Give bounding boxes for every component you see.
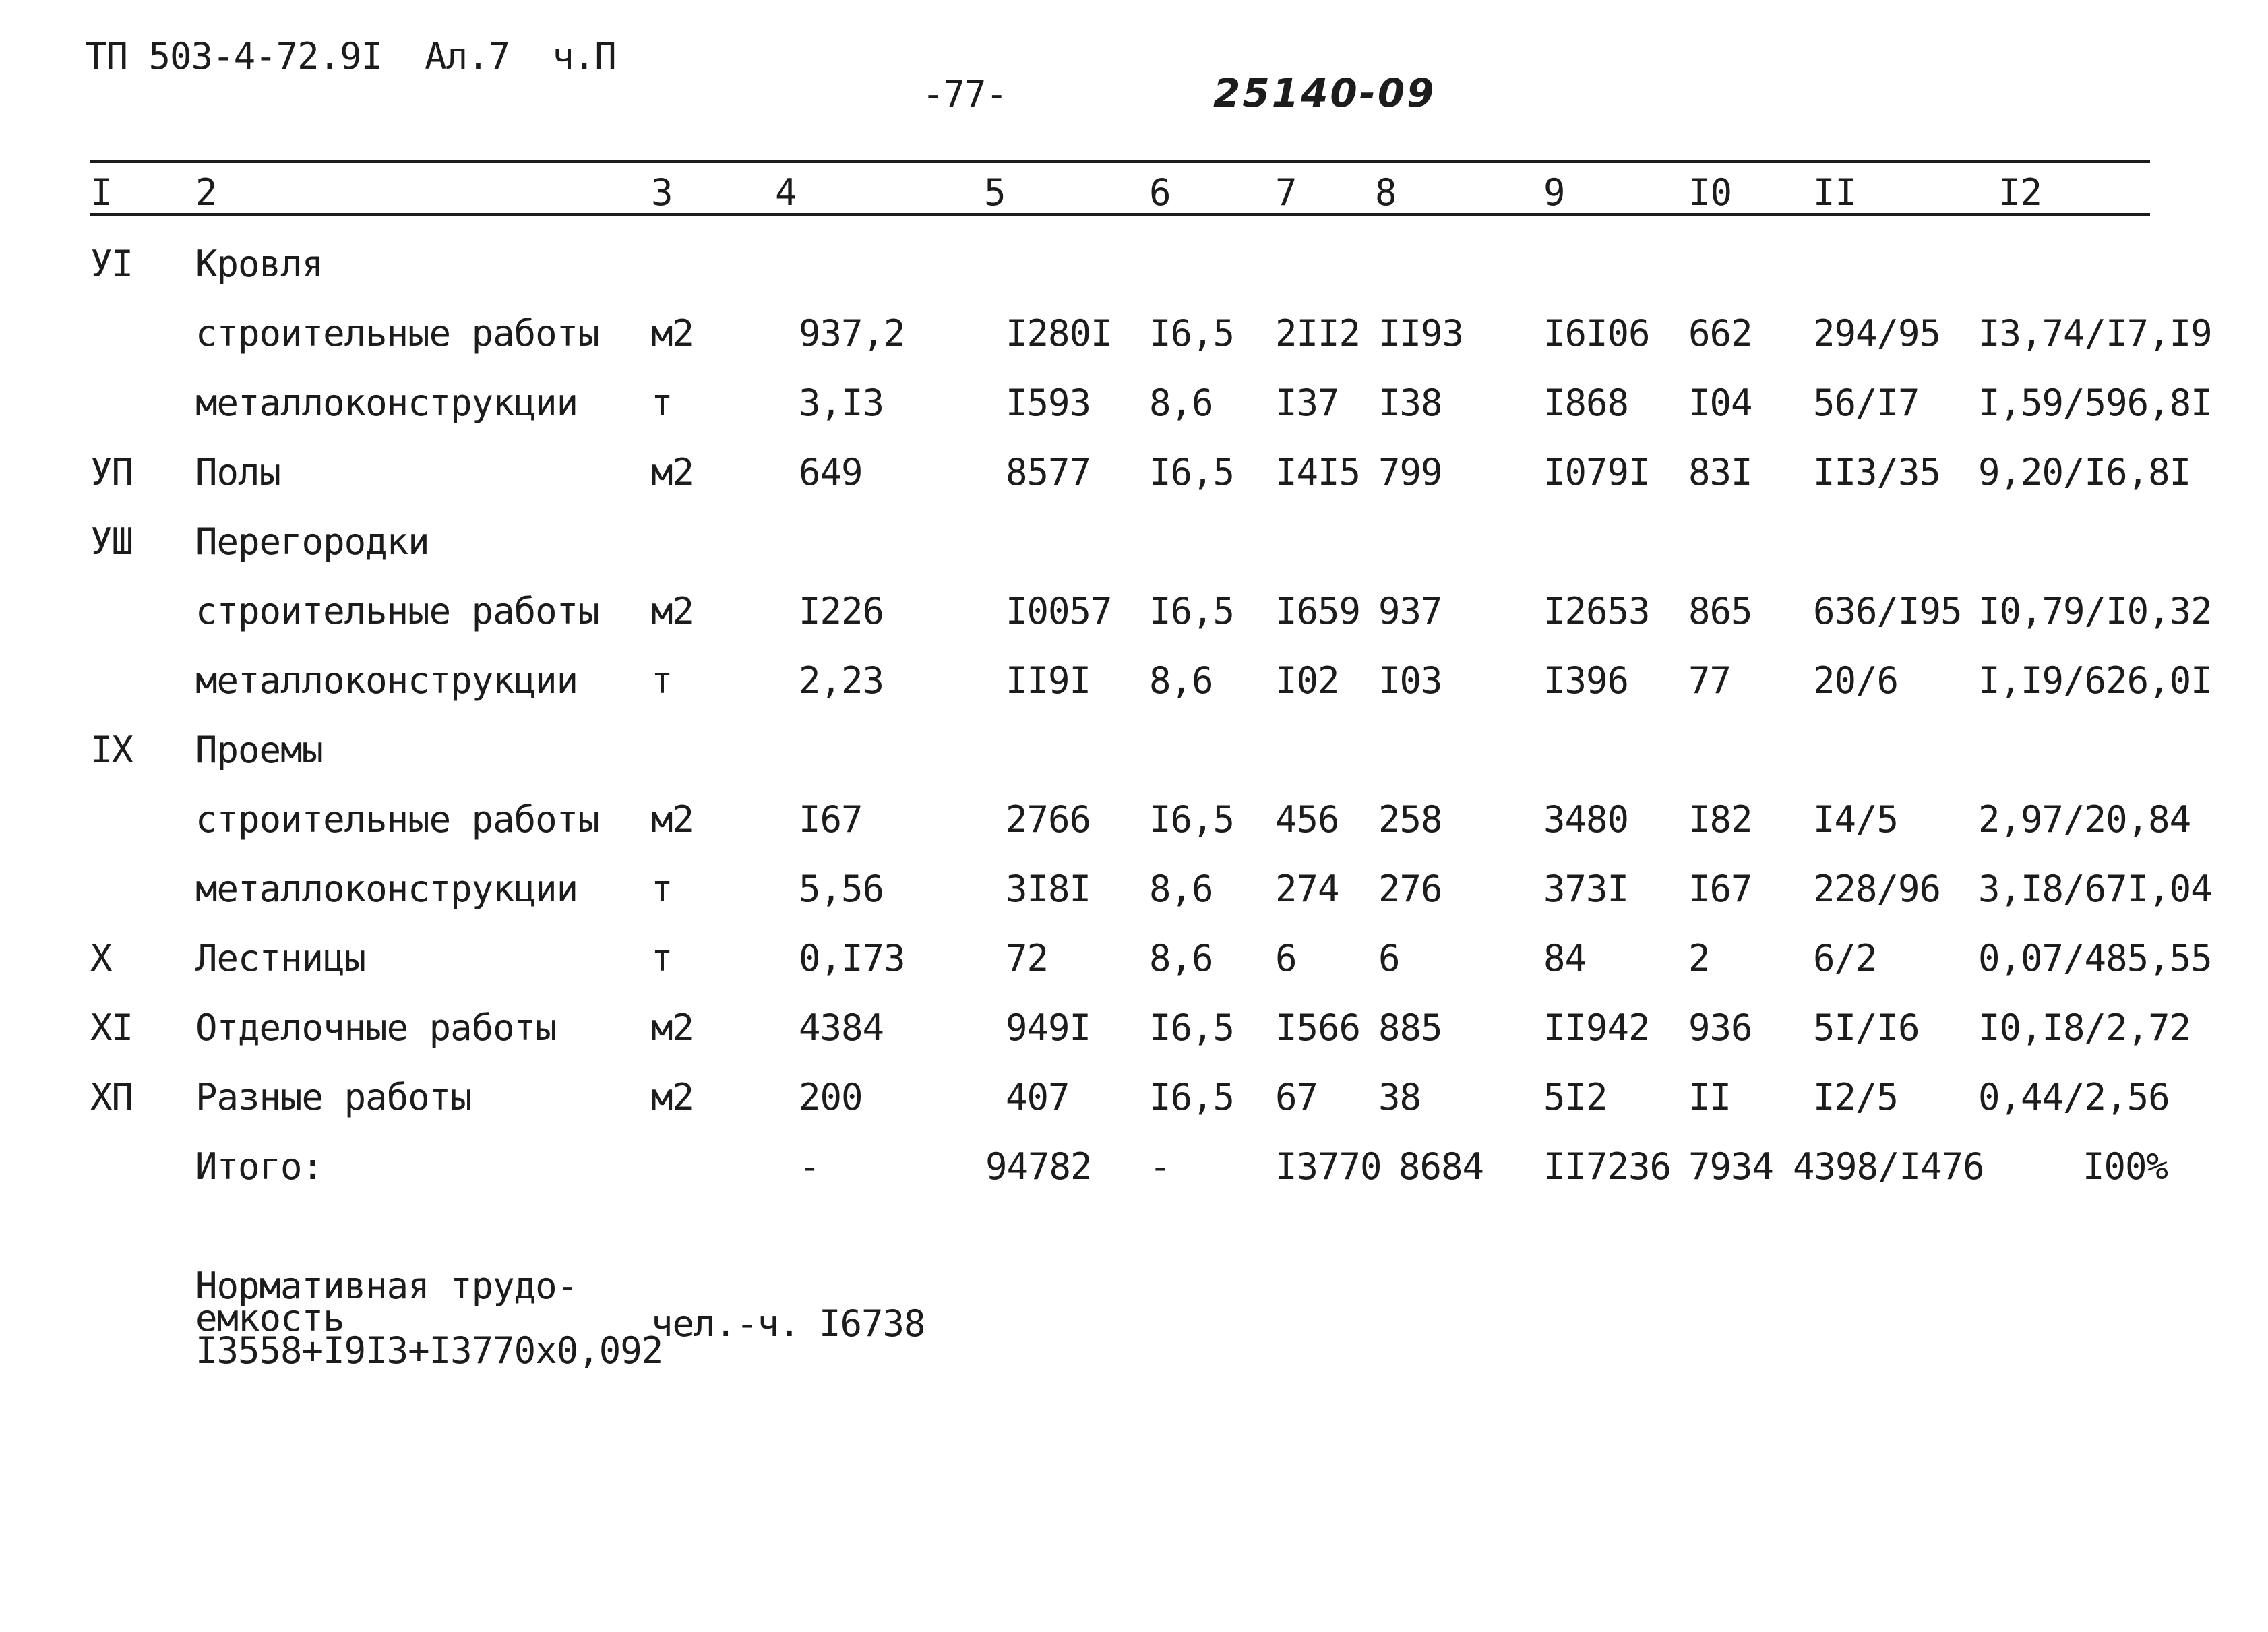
table-cell: 2766 — [1006, 798, 1091, 841]
table-cell: II942 — [1543, 1006, 1650, 1049]
table-cell: I04 — [1688, 382, 1752, 424]
column-header: 7 — [1275, 171, 1297, 214]
table-cell: металлоконструкции — [195, 868, 578, 910]
table-cell: УП — [90, 451, 133, 493]
table-cell: 0,44/2,56 — [1978, 1076, 2170, 1118]
table-cell: т — [651, 868, 673, 910]
table-cell: 8684 — [1399, 1145, 1484, 1188]
table-cell: I6,5 — [1149, 451, 1235, 493]
table-cell: I6,5 — [1149, 312, 1235, 355]
table-cell: 258 — [1378, 798, 1442, 841]
table-cell: I,59/596,8I — [1978, 382, 2212, 424]
table-cell: 456 — [1275, 798, 1339, 841]
table-cell: 3,I8/67I,04 — [1978, 868, 2212, 910]
table-cell: 936 — [1688, 1006, 1752, 1049]
table-cell: 3480 — [1543, 798, 1629, 841]
table-cell: I0,79/I0,32 — [1978, 590, 2212, 632]
norm-value: I6738 — [819, 1302, 925, 1345]
table-cell: 949I — [1006, 1006, 1091, 1049]
table-cell: 294/95 — [1813, 312, 1941, 355]
table-cell: I280I — [1006, 312, 1112, 355]
table-cell: 8,6 — [1149, 382, 1213, 424]
table-cell: 200 — [799, 1076, 863, 1118]
table-cell: I6,5 — [1149, 798, 1235, 841]
table-cell: 56/I7 — [1813, 382, 1920, 424]
table-cell: I0057 — [1006, 590, 1112, 632]
table-cell: I03 — [1378, 659, 1442, 702]
table-cell: т — [651, 382, 673, 424]
table-cell: Перегородки — [195, 520, 429, 563]
table-cell: 5I/I6 — [1813, 1006, 1920, 1049]
handwritten-number: 25140-09 — [1213, 70, 1436, 116]
column-header: I2 — [1998, 171, 2043, 214]
column-header: 5 — [984, 171, 1006, 214]
table-cell: I6,5 — [1149, 1006, 1235, 1049]
table-cell: строительные работы — [195, 798, 599, 841]
table-cell: 937 — [1378, 590, 1442, 632]
table-cell: 6 — [1275, 937, 1297, 979]
table-cell: Отделочные работы — [195, 1006, 557, 1049]
table-cell: I2/5 — [1813, 1076, 1899, 1118]
table-cell: 937,2 — [799, 312, 905, 355]
table-cell: I566 — [1275, 1006, 1361, 1049]
table-cell: 3I8I — [1006, 868, 1091, 910]
table-cell: I38 — [1378, 382, 1442, 424]
table-cell: I4I5 — [1275, 451, 1361, 493]
table-cell: 5I2 — [1543, 1076, 1607, 1118]
table-cell: 885 — [1378, 1006, 1442, 1049]
table-cell: 228/96 — [1813, 868, 1941, 910]
table-cell: I6I06 — [1543, 312, 1650, 355]
table-cell: м2 — [651, 312, 694, 355]
table-cell: т — [651, 659, 673, 702]
table-cell: 67 — [1275, 1076, 1318, 1118]
column-header: 8 — [1375, 171, 1397, 214]
table-cell: строительные работы — [195, 590, 599, 632]
table-cell: 8577 — [1006, 451, 1091, 493]
table-cell: 636/I95 — [1813, 590, 1962, 632]
table-cell: I4/5 — [1813, 798, 1899, 841]
table-cell: м2 — [651, 451, 694, 493]
table-cell: I659 — [1275, 590, 1361, 632]
table-cell: 4384 — [799, 1006, 884, 1049]
table-cell: XП — [90, 1076, 133, 1118]
table-cell: 77 — [1688, 659, 1731, 702]
table-cell: - — [1149, 1145, 1171, 1188]
column-header: 3 — [651, 171, 673, 214]
table-cell: УШ — [90, 520, 133, 563]
table-cell: м2 — [651, 798, 694, 841]
table-cell: Разные работы — [195, 1076, 472, 1118]
table-cell: 20/6 — [1813, 659, 1899, 702]
table-cell: II93 — [1378, 312, 1464, 355]
table-cell: м2 — [651, 1006, 694, 1049]
table-cell: 0,07/485,55 — [1978, 937, 2212, 979]
table-cell: I396 — [1543, 659, 1629, 702]
table-cell: Лестницы — [195, 937, 366, 979]
table-cell: строительные работы — [195, 312, 599, 355]
column-header: 6 — [1149, 171, 1171, 214]
table-cell: IX — [90, 729, 133, 771]
column-header: 9 — [1543, 171, 1566, 214]
table-cell: I02 — [1275, 659, 1339, 702]
table-cell: 83I — [1688, 451, 1752, 493]
table-cell: 3,I3 — [799, 382, 884, 424]
column-header: I — [90, 171, 113, 214]
table-cell: I67 — [799, 798, 863, 841]
table-cell: I868 — [1543, 382, 1629, 424]
table-cell: 276 — [1378, 868, 1442, 910]
column-header: II — [1813, 171, 1858, 214]
table-cell: I82 — [1688, 798, 1752, 841]
table-cell: 8,6 — [1149, 937, 1213, 979]
table-cell: 0,I73 — [799, 937, 905, 979]
table-cell: 9,20/I6,8I — [1978, 451, 2191, 493]
table-cell: X — [90, 937, 112, 979]
table-cell: 865 — [1688, 590, 1752, 632]
table-cell: Кровля — [195, 243, 324, 285]
table-cell: 274 — [1275, 868, 1339, 910]
table-cell: I593 — [1006, 382, 1091, 424]
table-cell: 373I — [1543, 868, 1629, 910]
table-top-rule — [90, 160, 2150, 163]
table-cell: 94782 — [985, 1145, 1092, 1188]
table-cell: I3,74/I7,I9 — [1978, 312, 2212, 355]
table-cell: 5,56 — [799, 868, 884, 910]
table-cell: II7236 — [1543, 1145, 1672, 1188]
norm-unit: чел.-ч. — [651, 1302, 800, 1345]
norm-label-line2: емкость — [195, 1297, 344, 1339]
table-cell: II3/35 — [1813, 451, 1941, 493]
table-cell: I6,5 — [1149, 590, 1235, 632]
table-cell: Проемы — [195, 729, 324, 771]
table-cell: 6/2 — [1813, 937, 1877, 979]
table-cell: I2653 — [1543, 590, 1650, 632]
table-cell: I0,I8/2,72 — [1978, 1006, 2191, 1049]
table-cell: металлоконструкции — [195, 659, 578, 702]
table-cell: 38 — [1378, 1076, 1421, 1118]
table-cell: м2 — [651, 590, 694, 632]
table-cell: 84 — [1543, 937, 1587, 979]
table-cell: 8,6 — [1149, 659, 1213, 702]
column-header: I0 — [1688, 171, 1733, 214]
table-cell: 2,97/20,84 — [1978, 798, 2191, 841]
table-cell: УI — [90, 243, 133, 285]
column-header: 2 — [195, 171, 218, 214]
table-cell: I3770 — [1275, 1145, 1382, 1188]
table-cell: 8,6 — [1149, 868, 1213, 910]
table-cell: 662 — [1688, 312, 1752, 355]
document-code: ТП 503-4-72.9I Ал.7 ч.П — [85, 35, 616, 78]
table-cell: т — [651, 937, 673, 979]
norm-label-line1: Нормативная трудо- — [195, 1265, 578, 1307]
table-cell: 4398/I476 — [1793, 1145, 1984, 1188]
table-cell: 2 — [1688, 937, 1710, 979]
table-cell: Полы — [195, 451, 281, 493]
table-cell: - — [799, 1145, 820, 1188]
table-cell: 6 — [1378, 937, 1400, 979]
table-cell: 407 — [1006, 1076, 1070, 1118]
table-cell: I079I — [1543, 451, 1650, 493]
norm-formula: I3558+I9I3+I3770х0,092 — [195, 1329, 663, 1372]
table-cell: I226 — [799, 590, 884, 632]
table-cell: 2,23 — [799, 659, 884, 702]
column-header: 4 — [775, 171, 797, 214]
table-cell: 72 — [1006, 937, 1049, 979]
table-cell: I6,5 — [1149, 1076, 1235, 1118]
table-cell: Итого: — [195, 1145, 324, 1188]
table-cell: 7934 — [1688, 1145, 1774, 1188]
table-cell: металлоконструкции — [195, 382, 578, 424]
table-cell: 2II2 — [1275, 312, 1361, 355]
table-cell: I,I9/626,0I — [1978, 659, 2212, 702]
table-cell: I67 — [1688, 868, 1752, 910]
table-cell: 649 — [799, 451, 863, 493]
page-number: -77- — [922, 73, 1008, 115]
table-cell: м2 — [651, 1076, 694, 1118]
table-cell: XI — [90, 1006, 133, 1049]
table-cell: II9I — [1006, 659, 1091, 702]
table-cell: II — [1688, 1076, 1731, 1118]
table-cell: I37 — [1275, 382, 1339, 424]
table-cell: 799 — [1378, 451, 1442, 493]
table-cell: I00% — [2083, 1145, 2168, 1188]
